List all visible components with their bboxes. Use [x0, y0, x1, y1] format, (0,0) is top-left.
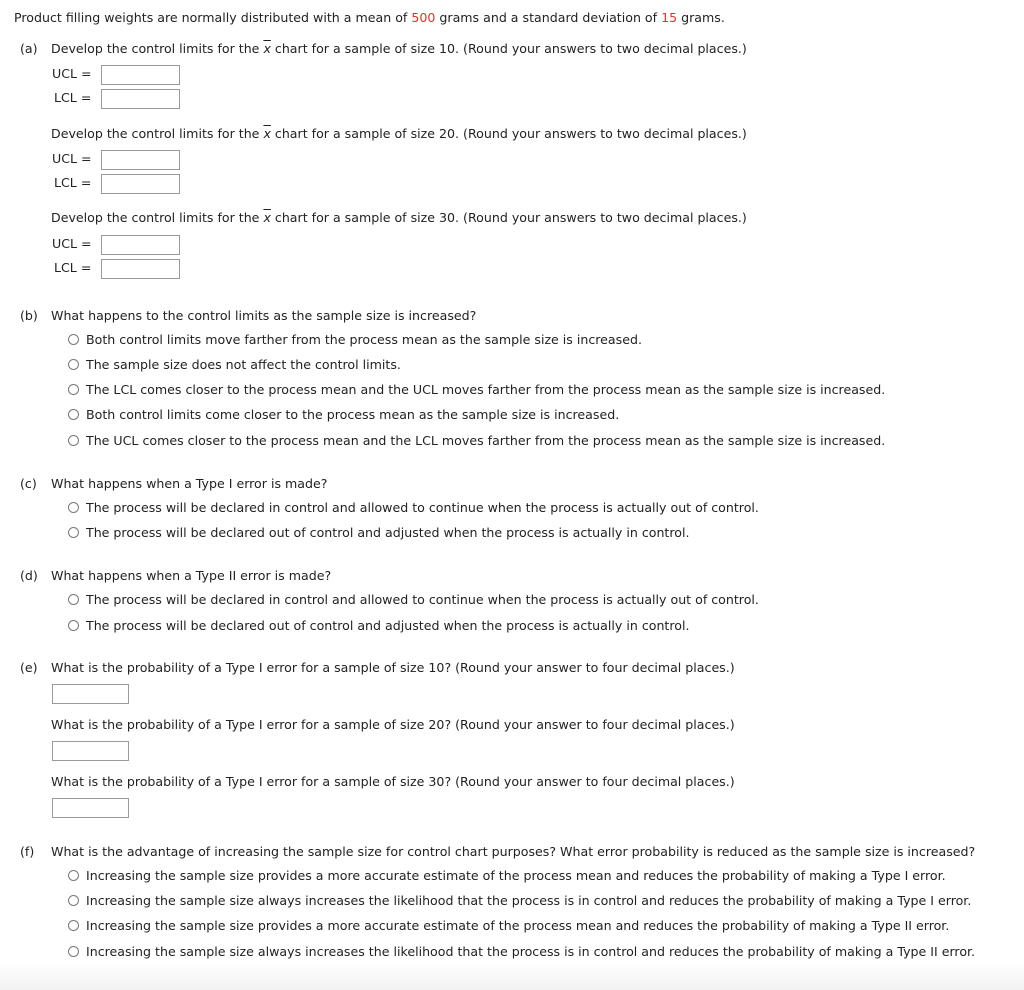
lcl-label: LCL =: [54, 90, 92, 105]
radio-button[interactable]: [68, 920, 79, 931]
part-c-question: What happens when a Type I error is made?: [51, 476, 328, 491]
radio-button[interactable]: [68, 334, 79, 345]
part-a-question-n30: Develop the control limits for the $\overline{x}$ chart for a sample of size 30. (Round your answers to two decimal places.): [51, 210, 747, 225]
radio-button[interactable]: [68, 620, 79, 631]
part-e-label: (e): [20, 660, 38, 675]
part-e-question-n30: What is the probability of a Type I error for a sample of size 30? (Round your answer to four decimal places.): [51, 774, 735, 789]
ucl-n10-input[interactable]: [101, 65, 180, 85]
radio-button[interactable]: [68, 409, 79, 420]
part-d-option[interactable]: The process will be declared in control and allowed to continue when the process is actually out of control.: [68, 592, 759, 607]
part-f-option[interactable]: Increasing the sample size provides a more accurate estimate of the process mean and reduces the probability of making a Type I error.: [68, 868, 946, 883]
radio-button[interactable]: [68, 895, 79, 906]
type1-n10-input[interactable]: [52, 684, 129, 704]
part-b-question: What happens to the control limits as the sample size is increased?: [51, 308, 477, 323]
problem-intro: Product filling weights are normally distributed with a mean of 500 grams and a standard deviation of 15 grams.: [14, 10, 725, 25]
part-a-label: (a): [20, 41, 38, 56]
radio-button[interactable]: [68, 384, 79, 395]
sd-value: 15: [661, 10, 678, 25]
radio-button[interactable]: [68, 502, 79, 513]
part-d-question: What happens when a Type II error is made?: [51, 568, 332, 583]
part-b-option[interactable]: The sample size does not affect the control limits.: [68, 357, 401, 372]
part-d-label: (d): [20, 568, 38, 583]
part-f-option[interactable]: Increasing the sample size always increases the likelihood that the process is in control and reduces the probability of making a Type I error.: [68, 893, 971, 908]
ucl-n20-input[interactable]: [101, 150, 180, 170]
part-c-option[interactable]: The process will be declared out of control and adjusted when the process is actually in control.: [68, 525, 689, 540]
part-a-question-n20: Develop the control limits for the $\overline{x}$ chart for a sample of size 20. (Round your answers to two decimal places.): [51, 126, 747, 141]
part-b-option[interactable]: The UCL comes closer to the process mean and the LCL moves farther from the process mean as the sample size is increased.: [68, 433, 885, 448]
lcl-n10-input[interactable]: [101, 89, 180, 109]
part-a-question-n10: Develop the control limits for the $\overline{x}$ chart for a sample of size 10. (Round your answers to two decimal places.): [51, 41, 747, 56]
ucl-label: UCL =: [52, 66, 92, 81]
lcl-label: LCL =: [54, 260, 92, 275]
part-b-option[interactable]: The LCL comes closer to the process mean and the UCL moves farther from the process mean as the sample size is increased.: [68, 382, 885, 397]
radio-button[interactable]: [68, 870, 79, 881]
ucl-label: UCL =: [52, 151, 92, 166]
radio-button[interactable]: [68, 946, 79, 957]
part-e-question-n20: What is the probability of a Type I error for a sample of size 20? (Round your answer to four decimal places.): [51, 717, 735, 732]
part-d-option[interactable]: The process will be declared out of control and adjusted when the process is actually in control.: [68, 618, 689, 633]
mean-value: 500: [411, 10, 436, 25]
ucl-label: UCL =: [52, 236, 92, 251]
lcl-label: LCL =: [54, 175, 92, 190]
part-b-label: (b): [20, 308, 38, 323]
type1-n30-input[interactable]: [52, 798, 129, 818]
lcl-n30-input[interactable]: [101, 259, 180, 279]
lcl-n20-input[interactable]: [101, 174, 180, 194]
type1-n20-input[interactable]: [52, 741, 129, 761]
radio-button[interactable]: [68, 527, 79, 538]
part-f-label: (f): [20, 844, 35, 859]
ucl-n30-input[interactable]: [101, 235, 180, 255]
part-f-question: What is the advantage of increasing the sample size for control chart purposes? What error probability is reduced as the sample size is increased?: [51, 844, 976, 859]
radio-button[interactable]: [68, 435, 79, 446]
part-b-option[interactable]: Both control limits come closer to the process mean as the sample size is increased.: [68, 407, 619, 422]
part-f-option[interactable]: Increasing the sample size always increases the likelihood that the process is in control and reduces the probability of making a Type II error.: [68, 944, 975, 959]
radio-button[interactable]: [68, 594, 79, 605]
part-e-question-n10: What is the probability of a Type I error for a sample of size 10? (Round your answer to four decimal places.): [51, 660, 735, 675]
part-f-option[interactable]: Increasing the sample size provides a more accurate estimate of the process mean and reduces the probability of making a Type II error.: [68, 918, 949, 933]
part-c-option[interactable]: The process will be declared in control and allowed to continue when the process is actually out of control.: [68, 500, 759, 515]
part-b-option[interactable]: Both control limits move farther from the process mean as the sample size is increased.: [68, 332, 642, 347]
radio-button[interactable]: [68, 359, 79, 370]
page-footer-shade: [0, 962, 1024, 990]
part-c-label: (c): [20, 476, 37, 491]
